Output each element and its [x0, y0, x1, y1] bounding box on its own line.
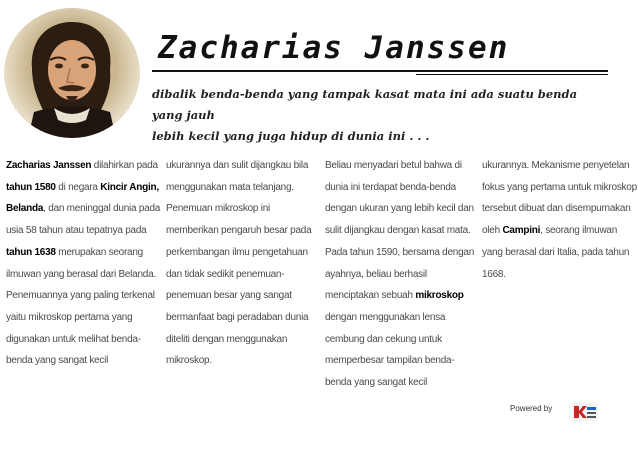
subtitle-line-1: dibalik benda-benda yang tampak kasat mata ini ada suatu benda yang jauh: [152, 87, 578, 122]
text-run: merupakan seorang ilmuwan yang berasal dari Belanda. Penemuannya yang paling terkenal yaitu mikroskop pertama yang digunakan untuk melihat benda-benda yang sangat kecil: [6, 246, 156, 367]
text-run: ukurannya. Mekanisme penyetelan fokus yang pertama untuk mikroskop tersebut dibuat dan disempurnakan oleh: [482, 160, 637, 237]
powered-by-label: Powered by: [510, 404, 553, 413]
highlight-birth-year: tahun 1580: [6, 181, 56, 193]
text-column-2: ukurannya dan sulit dijangkau bila menggunakan mata telanjang. Penemuan mikroskop ini memberikan pengaruh besar pada perkembangan ilmu pengetahuan dan tidak sedikit penemuan-penemuan besar yang sangat bermanfaat bagi peradaban dunia diteliti dengan menggunakan mikroskop.: [166, 160, 312, 367]
text-run: dilahirkan pada: [91, 160, 158, 171]
highlight-death-year: tahun 1638: [6, 246, 56, 258]
text-run: dengan menggunakan lensa cembung dan cekung untuk memperbesar tampilan benda-benda yang sangat kecil: [325, 311, 455, 389]
text-column-4: [482, 155, 637, 285]
text-run: di negara: [55, 181, 101, 193]
portrait-zacharias-janssen: [4, 8, 140, 138]
text-column-1: [6, 155, 161, 372]
page-title: Zacharias Janssen: [158, 30, 510, 66]
text-column-3: [325, 155, 480, 394]
title-underline-secondary: [416, 74, 608, 75]
highlight-campini: Campini: [502, 225, 541, 237]
text-run: Beliau menyadari betul bahwa di dunia ini terdapat benda-benda dengan ukuran yang lebih kecil dan sulit dijangkau dengan kasat mata. Pada tahun 1590, bersama dengan ayahnya, beliau berhasil menciptakan sebuah: [325, 160, 475, 302]
highlight-microscope: mikroskop: [415, 290, 464, 302]
brand-logo-icon: [572, 401, 598, 423]
text-run: , dan meninggal dunia pada usia 58 tahun atau tepatnya pada: [6, 203, 161, 237]
highlight-country: Kincir Angin, Belanda: [6, 181, 159, 215]
title-underline: [152, 70, 608, 72]
subtitle-line-2: lebih kecil yang juga hidup di dunia ini . . .: [152, 129, 430, 143]
subtitle: [152, 84, 592, 147]
highlight-name: Zacharias Janssen: [6, 160, 92, 171]
text-run: , seorang ilmuwan yang berasal dari Italia, pada tahun 1668.: [482, 225, 630, 280]
